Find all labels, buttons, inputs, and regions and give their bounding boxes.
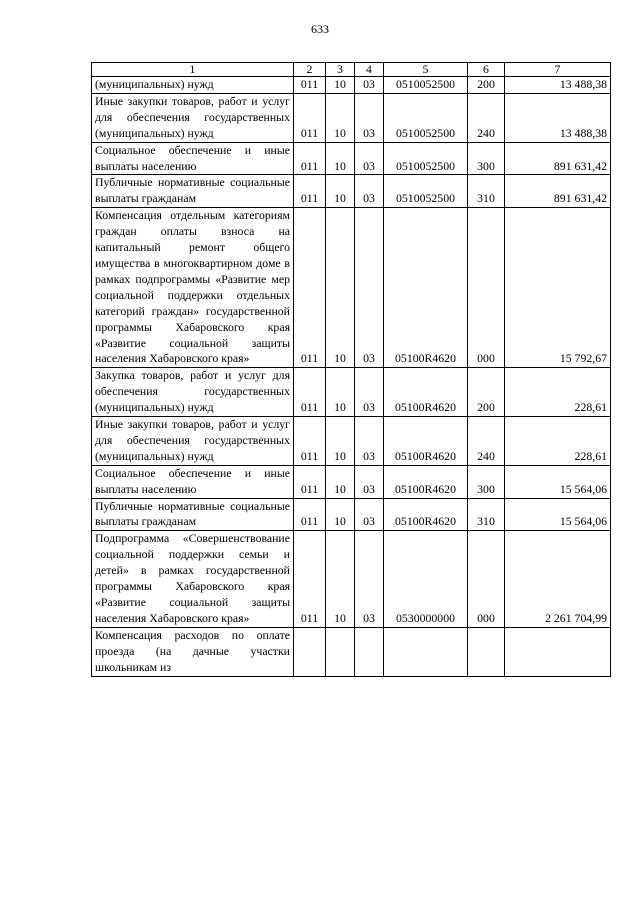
cell-amount: 13 488,38 [505,77,611,94]
cell-section [326,627,355,676]
cell-target-article [384,627,468,676]
row-description: Компенсация отдельным категориям граждан оплаты взноса на капитальный ремонт общего имущества в многоквартирном доме в рамках подпрограммы «Развитие мер социальной поддержки отдельных категорий граждан» государственной программы Хабаровского края «Развитие социальной защиты населения Хабаровского края» [92,208,294,368]
cell-ministry-code: 011 [294,531,326,627]
cell-expense-type: 300 [468,465,505,498]
table-row [92,465,611,498]
cell-section: 10 [326,208,355,368]
cell-amount: 891 631,42 [505,142,611,175]
row-description: Публичные нормативные социальные выплаты гражданам [92,175,294,208]
cell-section: 10 [326,368,355,417]
cell-amount: 15 564,06 [505,498,611,531]
table-row [92,368,611,417]
table-row [92,175,611,208]
table-row [92,77,611,94]
budget-table [91,62,611,677]
cell-subsection [355,627,384,676]
cell-section: 10 [326,465,355,498]
cell-subsection: 03 [355,368,384,417]
cell-target-article: 05100R4620 [384,498,468,531]
cell-expense-type: 200 [468,77,505,94]
column-header: 2 [294,63,326,77]
row-description: (муниципальных) нужд [92,77,294,94]
cell-ministry-code: 011 [294,498,326,531]
cell-amount: 228,61 [505,417,611,466]
cell-target-article: 0510052500 [384,93,468,142]
cell-ministry-code: 011 [294,208,326,368]
cell-subsection: 03 [355,531,384,627]
cell-subsection: 03 [355,417,384,466]
row-description: Социальное обеспечение и иные выплаты населению [92,142,294,175]
cell-subsection: 03 [355,142,384,175]
column-header: 5 [384,63,468,77]
cell-target-article: 05100R4620 [384,465,468,498]
table-row [92,417,611,466]
column-header-row [92,63,611,77]
cell-target-article: 05100R4620 [384,368,468,417]
cell-subsection: 03 [355,498,384,531]
cell-ministry-code: 011 [294,368,326,417]
cell-target-article: 0510052500 [384,175,468,208]
table-row [92,142,611,175]
column-header: 1 [92,63,294,77]
cell-target-article: 0510052500 [384,77,468,94]
row-description: Иные закупки товаров, работ и услуг для обеспечения государственных (муниципальных) нужд [92,93,294,142]
cell-expense-type: 000 [468,208,505,368]
cell-ministry-code [294,627,326,676]
cell-expense-type: 300 [468,142,505,175]
cell-expense-type: 240 [468,417,505,466]
cell-amount: 2 261 704,99 [505,531,611,627]
table-row [92,208,611,368]
cell-section: 10 [326,531,355,627]
cell-amount: 15 792,67 [505,208,611,368]
cell-amount: 891 631,42 [505,175,611,208]
table-row [92,498,611,531]
cell-ministry-code: 011 [294,417,326,466]
row-description: Компенсация расходов по оплате проезда (на дачные участки школьникам из [92,627,294,676]
row-description: Публичные нормативные социальные выплаты гражданам [92,498,294,531]
column-header: 6 [468,63,505,77]
cell-target-article: 0510052500 [384,142,468,175]
cell-expense-type: 240 [468,93,505,142]
table-row [92,531,611,627]
cell-amount: 15 564,06 [505,465,611,498]
cell-target-article: 0530000000 [384,531,468,627]
cell-ministry-code: 011 [294,465,326,498]
page-number: 633 [311,22,329,36]
cell-subsection: 03 [355,208,384,368]
cell-amount: 13 488,38 [505,93,611,142]
cell-subsection: 03 [355,465,384,498]
cell-section: 10 [326,142,355,175]
cell-section: 10 [326,417,355,466]
cell-amount [505,627,611,676]
cell-section: 10 [326,175,355,208]
cell-ministry-code: 011 [294,77,326,94]
cell-expense-type: 200 [468,368,505,417]
cell-expense-type: 310 [468,175,505,208]
column-header: 4 [355,63,384,77]
column-header: 3 [326,63,355,77]
cell-amount: 228,61 [505,368,611,417]
row-description: Подпрограмма «Совершенствование социальной поддержки семьи и детей» в рамках государственной программы Хабаровского края «Развитие социальной защиты населения Хабаровского края» [92,531,294,627]
cell-ministry-code: 011 [294,142,326,175]
cell-target-article: 05100R4620 [384,417,468,466]
cell-expense-type [468,627,505,676]
cell-expense-type: 310 [468,498,505,531]
cell-subsection: 03 [355,175,384,208]
row-description: Закупка товаров, работ и услуг для обеспечения государственных (муниципальных) нужд [92,368,294,417]
cell-expense-type: 000 [468,531,505,627]
cell-ministry-code: 011 [294,93,326,142]
cell-target-article: 05100R4620 [384,208,468,368]
cell-section: 10 [326,93,355,142]
cell-subsection: 03 [355,77,384,94]
row-description: Социальное обеспечение и иные выплаты населению [92,465,294,498]
row-description: Иные закупки товаров, работ и услуг для обеспечения государственных (муниципальных) нужд [92,417,294,466]
table-row [92,627,611,676]
cell-section: 10 [326,77,355,94]
cell-ministry-code: 011 [294,175,326,208]
table-row [92,93,611,142]
column-header: 7 [505,63,611,77]
cell-subsection: 03 [355,93,384,142]
cell-section: 10 [326,498,355,531]
